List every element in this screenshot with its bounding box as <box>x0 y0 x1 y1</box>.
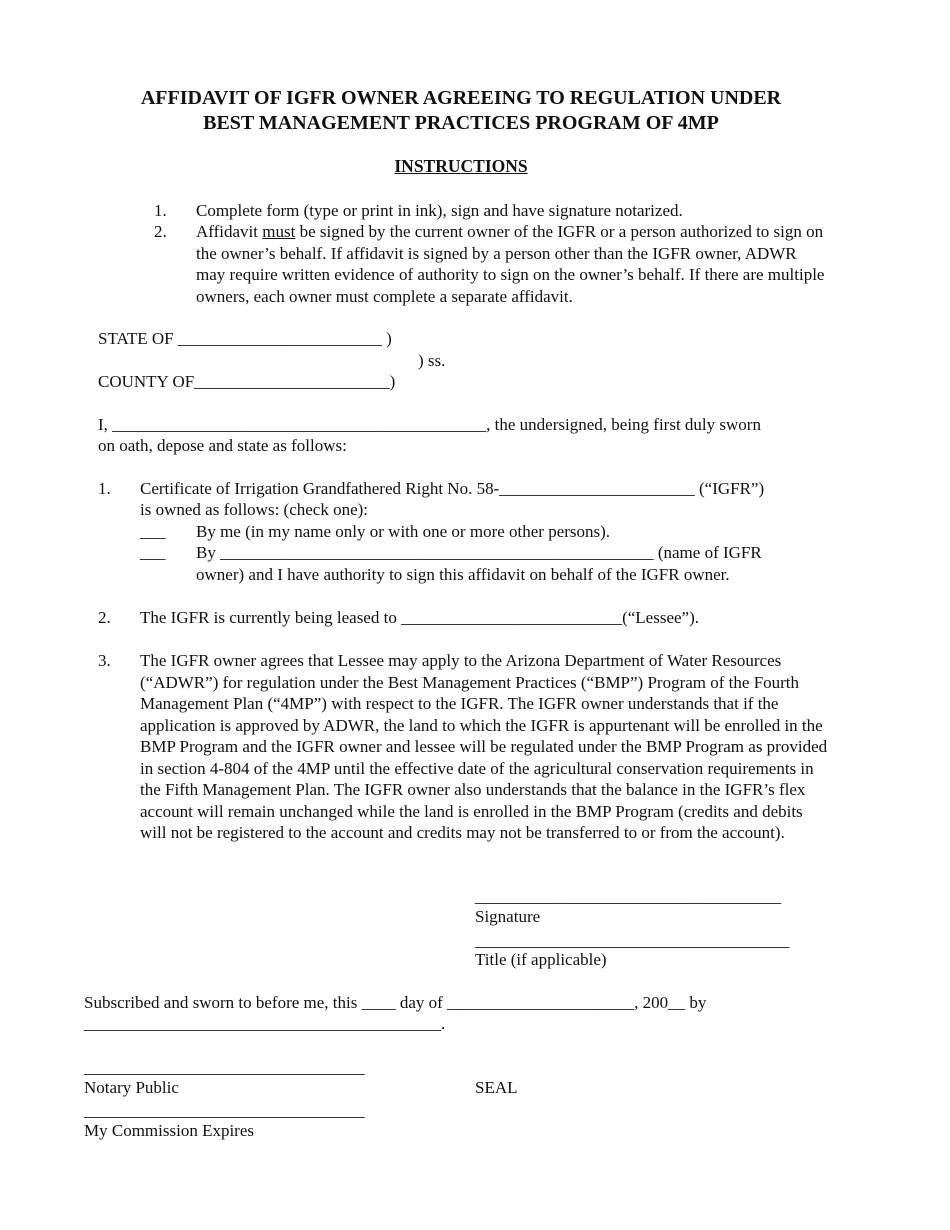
signature-label: Signature <box>475 907 541 926</box>
owner-self-label: By me (in my name only or with one or more other persons). <box>196 522 611 541</box>
notary-public-label: Notary Public <box>84 1078 179 1097</box>
sworn-by-line[interactable]: __________________________________________. <box>84 1014 446 1033</box>
paragraph-3-number: 3. <box>98 651 111 670</box>
title-line-1: AFFIDAVIT OF IGFR OWNER AGREEING TO REGULATION UNDER <box>140 87 782 109</box>
ownership-prompt: is owned as follows: (check one): <box>140 500 369 519</box>
state-of-field[interactable]: STATE OF ________________________ ) <box>98 329 392 348</box>
must-emphasis: must <box>262 222 296 241</box>
ss-marker: ) ss. <box>418 351 446 370</box>
affiant-name-line[interactable]: I, ____________________________________________, the undersigned, being first duly sworn <box>98 415 761 434</box>
owner-other-checkbox[interactable]: ___ <box>140 543 166 562</box>
instructions-heading: INSTRUCTIONS <box>394 156 528 176</box>
title-label: Title (if applicable) <box>475 950 607 969</box>
title-line[interactable]: _____________________________________ <box>475 931 790 950</box>
owner-other-name-line[interactable]: By ___________________________________________________ (name of IGFR <box>196 543 762 562</box>
instruction-1-number: 1. <box>154 201 167 220</box>
paragraph-3-text: The IGFR owner agrees that Lessee may apply to the Arizona Department of Water Resources (“ADWR”) for regulation under the Best Management Practices (“BMP”) Program of the Fourth Management Plan (“4MP”) with respect to the IGFR. The IGFR owner understands that if the application is approved by ADWR, the land to which the IGFR is appurtenant will be enrolled in the BMP Program and the IGFR owner and lessee will be regulated under the BMP Program as provided in section 4-804 of the 4MP until the effective date of the agricultural conservation requirements in the Fifth Management Plan. The IGFR owner also understands that the balance in the IGFR’s flex account will remain unchanged while the land is enrolled in the BMP Program (credits and debits will not be registered to the account and credits may not be transferred to or from the account). <box>140 651 828 842</box>
instruction-1-text: Complete form (type or print in ink), sign and have signature notarized. <box>196 201 683 220</box>
notary-public-line[interactable]: _________________________________ <box>84 1058 365 1077</box>
seal-label: SEAL <box>475 1078 518 1097</box>
commission-expires-line[interactable]: _________________________________ <box>84 1101 365 1120</box>
oath-statement: on oath, depose and state as follows: <box>98 436 347 455</box>
owner-self-checkbox[interactable]: ___ <box>140 522 166 541</box>
instruction-2-text: Affidavit must be signed by the current owner of the IGFR or a person authorized to sign on the owner’s behalf. If affidavit is signed by a person other than the IGFR owner, ADWR may require written evidence of authority to sign on the owner’s behalf. If there are multiple owners, each owner must complete a separate affidavit. <box>196 222 825 306</box>
igfr-number-line[interactable]: Certificate of Irrigation Grandfathered Right No. 58-_______________________ (“IGFR”) <box>140 479 765 498</box>
paragraph-2-number: 2. <box>98 608 111 627</box>
signature-line[interactable]: ____________________________________ <box>475 887 781 906</box>
sworn-date-line[interactable]: Subscribed and sworn to before me, this ____ day of ______________________, 200__ by <box>84 993 707 1012</box>
title-line-2: BEST MANAGEMENT PRACTICES PROGRAM OF 4MP <box>203 112 719 134</box>
commission-expires-label: My Commission Expires <box>84 1121 255 1140</box>
owner-other-authority: owner) and I have authority to sign this affidavit on behalf of the IGFR owner. <box>196 565 730 584</box>
instruction-2-number: 2. <box>154 222 167 241</box>
paragraph-1-number: 1. <box>98 479 111 498</box>
lessee-line[interactable]: The IGFR is currently being leased to __________________________(“Lessee”). <box>140 608 699 627</box>
county-of-field[interactable]: COUNTY OF_______________________) <box>98 372 396 391</box>
document-title <box>0 86 922 136</box>
